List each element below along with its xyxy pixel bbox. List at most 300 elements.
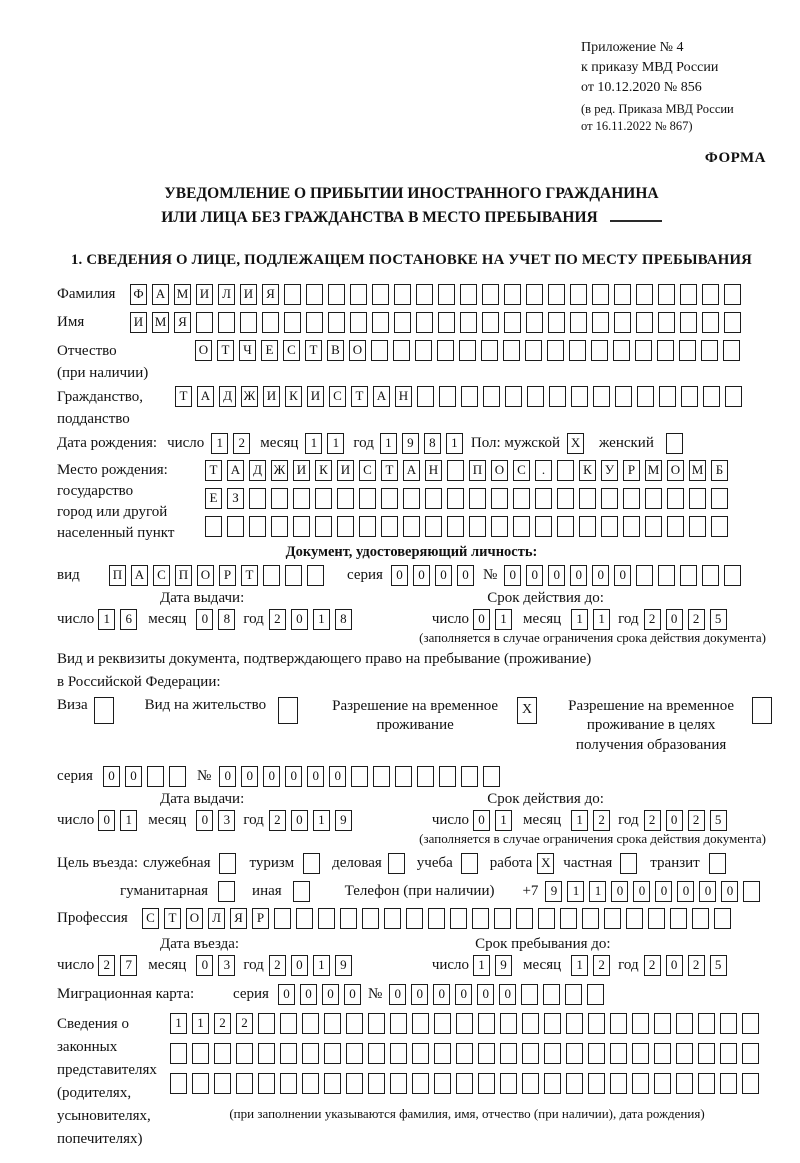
birthplace-cell[interactable]: А (403, 460, 420, 481)
doc-issue-year-cell[interactable]: 1 (313, 609, 330, 630)
birthplace-cell[interactable] (579, 516, 596, 537)
birthplace-cell[interactable] (667, 516, 684, 537)
birthdate-year-cell[interactable]: 1 (446, 433, 463, 454)
doc-expiry-day-cell[interactable]: 1 (495, 609, 512, 630)
surname-cell[interactable]: Ф (130, 284, 147, 305)
birthplace-cell[interactable] (491, 488, 508, 509)
birthplace-cell[interactable]: Н (425, 460, 442, 481)
representative-cell[interactable] (478, 1013, 495, 1034)
patronymic-cell[interactable] (525, 340, 542, 361)
representative-cell[interactable] (566, 1013, 583, 1034)
doc-issue-year-cell[interactable]: 8 (335, 609, 352, 630)
migration-number-cell[interactable]: 0 (455, 984, 472, 1005)
patronymic-cell[interactable] (613, 340, 630, 361)
birthplace-cell[interactable] (645, 488, 662, 509)
given-name-cell[interactable] (570, 312, 587, 333)
citizenship-cell[interactable]: Т (351, 386, 368, 407)
representative-cell[interactable] (676, 1013, 693, 1034)
migration-series-cell[interactable]: 0 (322, 984, 339, 1005)
representative-cell[interactable] (742, 1013, 759, 1034)
permit-issue-year-cell[interactable]: 1 (313, 810, 330, 831)
citizenship-cell[interactable]: С (329, 386, 346, 407)
profession-cell[interactable] (450, 908, 467, 929)
purpose-private-cell[interactable] (620, 853, 637, 874)
doc-issue-month-cell[interactable]: 0 (196, 609, 213, 630)
birthplace-cell[interactable] (271, 488, 288, 509)
patronymic-cell[interactable] (701, 340, 718, 361)
representative-cell[interactable] (698, 1013, 715, 1034)
birthplace-cell[interactable]: Д (249, 460, 266, 481)
migration-number-cell[interactable] (587, 984, 604, 1005)
surname-cell[interactable] (658, 284, 675, 305)
representative-cell[interactable] (544, 1043, 561, 1064)
representative-cell[interactable] (632, 1043, 649, 1064)
permit-number-cell[interactable] (351, 766, 368, 787)
representative-cell[interactable] (522, 1013, 539, 1034)
permit-series-cell[interactable] (169, 766, 186, 787)
surname-cell[interactable]: И (240, 284, 257, 305)
profession-cell[interactable] (362, 908, 379, 929)
migration-series-cell[interactable]: 0 (300, 984, 317, 1005)
surname-cell[interactable] (284, 284, 301, 305)
citizenship-cell[interactable]: Т (175, 386, 192, 407)
birthplace-cell[interactable] (623, 488, 640, 509)
surname-cell[interactable]: Л (218, 284, 235, 305)
representative-cell[interactable] (742, 1073, 759, 1094)
birthplace-cell[interactable]: У (601, 460, 618, 481)
doc-number-cell[interactable]: 0 (614, 565, 631, 586)
birthplace-cell[interactable] (359, 488, 376, 509)
stay-day-cell[interactable]: 1 (473, 955, 490, 976)
permit-number-cell[interactable]: 0 (329, 766, 346, 787)
surname-cell[interactable] (680, 284, 697, 305)
phone-cell[interactable]: 0 (677, 881, 694, 902)
permit-expiry-year-cell[interactable]: 2 (688, 810, 705, 831)
representative-cell[interactable] (214, 1043, 231, 1064)
doc-expiry-year-cell[interactable]: 2 (688, 609, 705, 630)
representative-cell[interactable] (544, 1013, 561, 1034)
patronymic-cell[interactable] (459, 340, 476, 361)
representative-cell[interactable] (346, 1013, 363, 1034)
phone-cell[interactable]: 0 (655, 881, 672, 902)
representative-cell[interactable] (258, 1013, 275, 1034)
representative-cell[interactable] (588, 1073, 605, 1094)
stay-year-cell[interactable]: 5 (710, 955, 727, 976)
given-name-cell[interactable] (526, 312, 543, 333)
representative-cell[interactable] (412, 1013, 429, 1034)
profession-cell[interactable] (538, 908, 555, 929)
migration-number-cell[interactable]: 0 (411, 984, 428, 1005)
given-name-cell[interactable] (504, 312, 521, 333)
entry-year-cell[interactable]: 0 (291, 955, 308, 976)
birthplace-cell[interactable]: Т (381, 460, 398, 481)
citizenship-cell[interactable]: Н (395, 386, 412, 407)
permit-issue-month-cell[interactable]: 3 (218, 810, 235, 831)
birthdate-year-cell[interactable]: 1 (380, 433, 397, 454)
permit-issue-day-cell[interactable]: 1 (120, 810, 137, 831)
patronymic-cell[interactable]: О (195, 340, 212, 361)
doc-expiry-month-cell[interactable]: 1 (593, 609, 610, 630)
birthplace-cell[interactable] (315, 516, 332, 537)
surname-cell[interactable]: И (196, 284, 213, 305)
surname-cell[interactable]: Я (262, 284, 279, 305)
doc-expiry-year-cell[interactable]: 0 (666, 609, 683, 630)
permit-issue-month-cell[interactable]: 0 (196, 810, 213, 831)
patronymic-cell[interactable] (635, 340, 652, 361)
given-name-cell[interactable] (350, 312, 367, 333)
representative-cell[interactable] (632, 1073, 649, 1094)
profession-cell[interactable] (274, 908, 291, 929)
representative-cell[interactable] (544, 1073, 561, 1094)
stay-day-cell[interactable]: 9 (495, 955, 512, 976)
stay-month-cell[interactable]: 2 (593, 955, 610, 976)
given-name-cell[interactable] (262, 312, 279, 333)
representative-cell[interactable] (434, 1043, 451, 1064)
representative-cell[interactable]: 1 (192, 1013, 209, 1034)
representative-cell[interactable] (588, 1043, 605, 1064)
doc-issue-day-cell[interactable]: 6 (120, 609, 137, 630)
patronymic-cell[interactable]: Е (261, 340, 278, 361)
permit-expiry-year-cell[interactable]: 2 (644, 810, 661, 831)
representative-cell[interactable] (478, 1073, 495, 1094)
surname-cell[interactable] (306, 284, 323, 305)
representative-cell[interactable] (390, 1043, 407, 1064)
citizenship-cell[interactable] (439, 386, 456, 407)
profession-cell[interactable] (626, 908, 643, 929)
given-name-cell[interactable] (196, 312, 213, 333)
patronymic-cell[interactable] (503, 340, 520, 361)
representative-cell[interactable]: 2 (214, 1013, 231, 1034)
permit-number-cell[interactable] (395, 766, 412, 787)
given-name-cell[interactable] (614, 312, 631, 333)
birthplace-cell[interactable] (359, 516, 376, 537)
doc-issue-month-cell[interactable]: 8 (218, 609, 235, 630)
doc-series-cell[interactable]: 0 (391, 565, 408, 586)
citizenship-cell[interactable]: А (373, 386, 390, 407)
patronymic-cell[interactable]: С (283, 340, 300, 361)
representative-cell[interactable] (368, 1013, 385, 1034)
birthplace-cell[interactable] (535, 516, 552, 537)
permit-issue-year-cell[interactable]: 0 (291, 810, 308, 831)
birthplace-cell[interactable] (425, 488, 442, 509)
surname-cell[interactable]: М (174, 284, 191, 305)
birthplace-cell[interactable]: О (491, 460, 508, 481)
birthplace-cell[interactable] (689, 488, 706, 509)
citizenship-cell[interactable]: А (197, 386, 214, 407)
patronymic-cell[interactable]: О (349, 340, 366, 361)
birthdate-year-cell[interactable]: 9 (402, 433, 419, 454)
permit-expiry-year-cell[interactable]: 0 (666, 810, 683, 831)
profession-cell[interactable] (670, 908, 687, 929)
doc-number-cell[interactable] (724, 565, 741, 586)
citizenship-cell[interactable] (527, 386, 544, 407)
doc-type-cell[interactable] (285, 565, 302, 586)
surname-cell[interactable] (504, 284, 521, 305)
purpose-tourism-cell[interactable] (303, 853, 320, 874)
birthplace-cell[interactable] (293, 488, 310, 509)
representative-cell[interactable] (280, 1013, 297, 1034)
purpose-transit-cell[interactable] (709, 853, 726, 874)
representative-cell[interactable] (676, 1073, 693, 1094)
profession-cell[interactable] (692, 908, 709, 929)
citizenship-cell[interactable] (483, 386, 500, 407)
patronymic-cell[interactable] (371, 340, 388, 361)
birthplace-cell[interactable] (557, 460, 574, 481)
birthplace-cell[interactable] (249, 516, 266, 537)
birthplace-cell[interactable]: Т (205, 460, 222, 481)
representative-cell[interactable] (390, 1073, 407, 1094)
birthplace-cell[interactable] (623, 516, 640, 537)
given-name-cell[interactable] (284, 312, 301, 333)
given-name-cell[interactable] (636, 312, 653, 333)
purpose-other-cell[interactable] (293, 881, 310, 902)
birthplace-cell[interactable] (315, 488, 332, 509)
entry-day-cell[interactable]: 2 (98, 955, 115, 976)
given-name-cell[interactable] (372, 312, 389, 333)
representative-cell[interactable] (588, 1013, 605, 1034)
doc-number-cell[interactable]: 0 (570, 565, 587, 586)
representative-cell[interactable] (280, 1043, 297, 1064)
doc-type-cell[interactable] (263, 565, 280, 586)
representative-cell[interactable] (302, 1013, 319, 1034)
patronymic-cell[interactable] (393, 340, 410, 361)
birthdate-month-cell[interactable]: 1 (305, 433, 322, 454)
citizenship-cell[interactable] (417, 386, 434, 407)
purpose-official-cell[interactable] (219, 853, 236, 874)
doc-issue-year-cell[interactable]: 0 (291, 609, 308, 630)
profession-cell[interactable] (516, 908, 533, 929)
birthplace-cell[interactable]: О (667, 460, 684, 481)
permit-number-cell[interactable] (373, 766, 390, 787)
representative-cell[interactable] (632, 1013, 649, 1034)
doc-expiry-month-cell[interactable]: 1 (571, 609, 588, 630)
representative-cell[interactable] (456, 1043, 473, 1064)
purpose-study-cell[interactable] (461, 853, 478, 874)
birthplace-cell[interactable] (469, 516, 486, 537)
birthplace-cell[interactable]: И (337, 460, 354, 481)
representative-cell[interactable] (280, 1073, 297, 1094)
birthplace-cell[interactable]: . (535, 460, 552, 481)
representative-cell[interactable] (192, 1043, 209, 1064)
surname-cell[interactable] (394, 284, 411, 305)
profession-cell[interactable]: Л (208, 908, 225, 929)
citizenship-cell[interactable] (659, 386, 676, 407)
surname-cell[interactable]: А (152, 284, 169, 305)
entry-year-cell[interactable]: 9 (335, 955, 352, 976)
representative-cell[interactable] (610, 1043, 627, 1064)
profession-cell[interactable] (406, 908, 423, 929)
birthplace-cell[interactable] (557, 488, 574, 509)
doc-type-cell[interactable]: П (175, 565, 192, 586)
patronymic-cell[interactable] (481, 340, 498, 361)
birthdate-year-cell[interactable]: 8 (424, 433, 441, 454)
doc-number-cell[interactable]: 0 (548, 565, 565, 586)
surname-cell[interactable] (570, 284, 587, 305)
birthplace-cell[interactable] (601, 488, 618, 509)
entry-month-cell[interactable]: 0 (196, 955, 213, 976)
representative-cell[interactable] (390, 1013, 407, 1034)
surname-cell[interactable] (636, 284, 653, 305)
given-name-cell[interactable]: Я (174, 312, 191, 333)
surname-cell[interactable] (372, 284, 389, 305)
citizenship-cell[interactable] (703, 386, 720, 407)
birthplace-cell[interactable] (711, 488, 728, 509)
doc-series-cell[interactable]: 0 (457, 565, 474, 586)
permit-number-cell[interactable] (461, 766, 478, 787)
birthdate-day-cell[interactable]: 2 (233, 433, 250, 454)
given-name-cell[interactable] (394, 312, 411, 333)
visa-checkbox-cell[interactable] (94, 697, 114, 724)
birthplace-cell[interactable] (667, 488, 684, 509)
doc-issue-day-cell[interactable]: 1 (98, 609, 115, 630)
birthplace-cell[interactable]: М (689, 460, 706, 481)
surname-cell[interactable] (416, 284, 433, 305)
phone-cell[interactable] (743, 881, 760, 902)
doc-type-cell[interactable]: Т (241, 565, 258, 586)
representative-cell[interactable] (346, 1043, 363, 1064)
citizenship-cell[interactable]: И (263, 386, 280, 407)
permit-issue-year-cell[interactable]: 9 (335, 810, 352, 831)
permit-number-cell[interactable] (439, 766, 456, 787)
representative-cell[interactable] (346, 1073, 363, 1094)
migration-series-cell[interactable]: 0 (278, 984, 295, 1005)
representative-cell[interactable] (258, 1073, 275, 1094)
birthplace-cell[interactable]: С (513, 460, 530, 481)
birthplace-cell[interactable]: З (227, 488, 244, 509)
phone-cell[interactable]: 0 (611, 881, 628, 902)
given-name-cell[interactable] (702, 312, 719, 333)
permit-number-cell[interactable] (483, 766, 500, 787)
doc-expiry-year-cell[interactable]: 5 (710, 609, 727, 630)
given-name-cell[interactable] (680, 312, 697, 333)
doc-series-cell[interactable]: 0 (435, 565, 452, 586)
patronymic-cell[interactable] (437, 340, 454, 361)
doc-type-cell[interactable]: С (153, 565, 170, 586)
permit-expiry-day-cell[interactable]: 1 (495, 810, 512, 831)
representative-cell[interactable] (720, 1013, 737, 1034)
representative-cell[interactable] (456, 1013, 473, 1034)
representative-cell[interactable] (720, 1073, 737, 1094)
citizenship-cell[interactable]: Д (219, 386, 236, 407)
representative-cell[interactable] (324, 1073, 341, 1094)
surname-cell[interactable] (482, 284, 499, 305)
citizenship-cell[interactable] (549, 386, 566, 407)
citizenship-cell[interactable]: Ж (241, 386, 258, 407)
representative-cell[interactable] (566, 1073, 583, 1094)
surname-cell[interactable] (350, 284, 367, 305)
permit-expiry-month-cell[interactable]: 1 (571, 810, 588, 831)
birthplace-cell[interactable] (381, 516, 398, 537)
birthplace-cell[interactable] (469, 488, 486, 509)
profession-cell[interactable] (648, 908, 665, 929)
representative-cell[interactable] (434, 1073, 451, 1094)
profession-cell[interactable] (582, 908, 599, 929)
birthplace-cell[interactable] (403, 516, 420, 537)
representative-cell[interactable] (302, 1043, 319, 1064)
citizenship-cell[interactable] (571, 386, 588, 407)
birthplace-cell[interactable]: И (293, 460, 310, 481)
patronymic-cell[interactable]: Т (217, 340, 234, 361)
representative-cell[interactable] (522, 1073, 539, 1094)
birthplace-cell[interactable] (337, 488, 354, 509)
representative-cell[interactable] (566, 1043, 583, 1064)
patronymic-cell[interactable] (569, 340, 586, 361)
permit-number-cell[interactable]: 0 (219, 766, 236, 787)
permit-issue-day-cell[interactable]: 0 (98, 810, 115, 831)
profession-cell[interactable] (560, 908, 577, 929)
representative-cell[interactable] (434, 1013, 451, 1034)
doc-type-cell[interactable]: А (131, 565, 148, 586)
birthplace-cell[interactable] (403, 488, 420, 509)
given-name-cell[interactable] (218, 312, 235, 333)
representative-cell[interactable] (192, 1073, 209, 1094)
profession-cell[interactable] (296, 908, 313, 929)
given-name-cell[interactable] (548, 312, 565, 333)
birthplace-cell[interactable] (293, 516, 310, 537)
permit-number-cell[interactable]: 0 (285, 766, 302, 787)
doc-type-cell[interactable]: П (109, 565, 126, 586)
birthplace-cell[interactable]: К (579, 460, 596, 481)
surname-cell[interactable] (724, 284, 741, 305)
representative-cell[interactable]: 1 (170, 1013, 187, 1034)
birthplace-cell[interactable] (711, 516, 728, 537)
representative-cell[interactable] (368, 1073, 385, 1094)
given-name-cell[interactable] (460, 312, 477, 333)
permit-series-cell[interactable]: 0 (125, 766, 142, 787)
doc-series-cell[interactable]: 0 (413, 565, 430, 586)
representative-cell[interactable] (236, 1043, 253, 1064)
birthplace-cell[interactable]: А (227, 460, 244, 481)
representative-cell[interactable] (654, 1013, 671, 1034)
given-name-cell[interactable]: И (130, 312, 147, 333)
representative-cell[interactable] (698, 1043, 715, 1064)
doc-type-cell[interactable]: Р (219, 565, 236, 586)
profession-cell[interactable] (494, 908, 511, 929)
entry-year-cell[interactable]: 2 (269, 955, 286, 976)
migration-number-cell[interactable] (565, 984, 582, 1005)
representative-cell[interactable] (654, 1043, 671, 1064)
birthplace-cell[interactable]: Ж (271, 460, 288, 481)
birthplace-cell[interactable]: Е (205, 488, 222, 509)
migration-number-cell[interactable] (543, 984, 560, 1005)
representative-cell[interactable] (412, 1073, 429, 1094)
profession-cell[interactable] (714, 908, 731, 929)
birthplace-cell[interactable] (227, 516, 244, 537)
permit-expiry-month-cell[interactable]: 2 (593, 810, 610, 831)
patronymic-cell[interactable] (591, 340, 608, 361)
migration-number-cell[interactable]: 0 (433, 984, 450, 1005)
representative-cell[interactable] (236, 1073, 253, 1094)
birthdate-day-cell[interactable]: 1 (211, 433, 228, 454)
birthplace-cell[interactable] (557, 516, 574, 537)
doc-type-cell[interactable]: О (197, 565, 214, 586)
representative-cell[interactable] (456, 1073, 473, 1094)
entry-year-cell[interactable]: 1 (313, 955, 330, 976)
doc-number-cell[interactable]: 0 (526, 565, 543, 586)
entry-month-cell[interactable]: 3 (218, 955, 235, 976)
doc-number-cell[interactable] (636, 565, 653, 586)
birthplace-cell[interactable]: П (469, 460, 486, 481)
migration-number-cell[interactable]: 0 (389, 984, 406, 1005)
surname-cell[interactable] (702, 284, 719, 305)
profession-cell[interactable]: С (142, 908, 159, 929)
representative-cell[interactable] (412, 1043, 429, 1064)
birthplace-cell[interactable] (447, 460, 464, 481)
entry-day-cell[interactable]: 7 (120, 955, 137, 976)
representative-cell[interactable] (500, 1073, 517, 1094)
birthplace-cell[interactable] (271, 516, 288, 537)
profession-cell[interactable] (340, 908, 357, 929)
